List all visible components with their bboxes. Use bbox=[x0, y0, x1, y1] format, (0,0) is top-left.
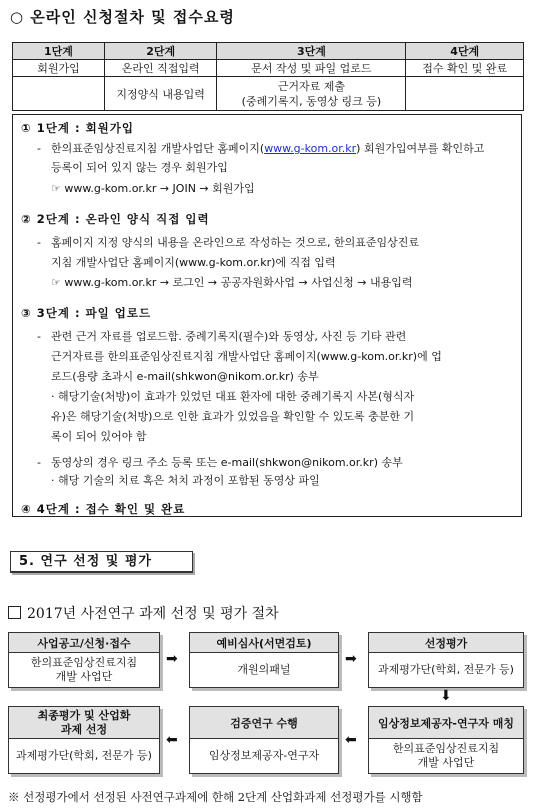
flow-box-head-line: 최종평가 및 산업화 bbox=[37, 708, 131, 722]
footnote: ※ 선정평가에서 선정된 사전연구과제에 한해 2단계 산업화과제 선정평가를 시행함 bbox=[8, 790, 423, 804]
header-step2: 2단계 bbox=[104, 43, 216, 60]
flow-box-body-line: 과제평가단(학회, 전문가 등) bbox=[16, 749, 152, 762]
flow-box-head: 선정평가 bbox=[369, 633, 523, 653]
step3-line8: · 해당 기술의 치료 혹은 처치 과정이 포함된 동영상 파일 bbox=[51, 474, 320, 487]
flow-box-final-evaluation bbox=[8, 706, 160, 774]
page-title: ○ 온라인 신청절차 및 접수요령 bbox=[10, 8, 235, 26]
step2-line2: 지침 개발사업단 홈페이지(www.g-kom.or.kr)에 직접 입력 bbox=[51, 256, 336, 269]
step1-line2: 등록이 되어 있지 않는 경우 회원가입 bbox=[51, 161, 228, 174]
flow-box-body bbox=[190, 653, 338, 687]
homepage-link[interactable]: www.g-kom.or.kr bbox=[264, 142, 357, 155]
step3-title: 문서 작성 및 파일 업로드 bbox=[217, 60, 406, 77]
arrow-left-icon: ⬅ bbox=[166, 732, 178, 748]
header-step1: 1단계 bbox=[13, 43, 105, 60]
flow-box-body-line: 개원의패널 bbox=[237, 663, 291, 676]
step2-title: 온라인 직접입력 bbox=[104, 60, 216, 77]
step3-detail bbox=[217, 77, 406, 111]
steps-table bbox=[12, 42, 524, 111]
checkbox-square-icon bbox=[8, 606, 21, 619]
arrow-right-icon: ➡ bbox=[345, 651, 357, 667]
steps-row bbox=[13, 60, 524, 77]
step1-line1 bbox=[51, 141, 484, 157]
flow-box-body-line: 한의표준임상진료지침 bbox=[392, 742, 500, 755]
flow-box-head: 사업공고/신청·접수 bbox=[9, 633, 159, 653]
flow-box-head-line: 과제 선정 bbox=[60, 722, 108, 736]
step3-line5: 유)은 해당기술(처방)으로 인한 효과가 있었음을 확인할 수 있도록 충분한 기 bbox=[51, 410, 415, 423]
step3-line2: 근거자료를 한의표준임상진료지침 개발사업단 홈페이지(www.g-kom.or.kr)에 업 bbox=[51, 350, 442, 363]
step3-detail-line1: 근거자료 제출 bbox=[277, 79, 346, 93]
flow-box-body-line: 한의표준임상진료지침 bbox=[30, 656, 138, 669]
flow-box-verification-research bbox=[189, 706, 339, 774]
flow-box-head: 예비심사(서면검토) bbox=[190, 633, 338, 653]
step1-heading: ① 1단계 : 회원가입 bbox=[21, 121, 135, 135]
step3-line3: 로드(용량 초과시 e-mail(shkwon@nikom.or.kr) 송부 bbox=[51, 370, 319, 383]
step3-line1: 관련 근거 자료를 업로드함. 중례기록지(필수)와 동영상, 사진 등 기타 관련 bbox=[51, 330, 407, 343]
step1-title: 회원가입 bbox=[13, 60, 105, 77]
step3-line6: 록이 되어 있어야 함 bbox=[51, 430, 147, 443]
step2-detail: 지정양식 내용입력 bbox=[104, 77, 216, 111]
step4-title: 접수 확인 및 완료 bbox=[406, 60, 524, 77]
step3-detail-line2: (중례기록지, 동영상 링크 등) bbox=[241, 94, 382, 108]
bullet-dash: - bbox=[37, 456, 41, 469]
step4-detail bbox=[406, 77, 524, 111]
step1-detail bbox=[13, 77, 105, 111]
flow-box-body-line: 개발 사업단 bbox=[417, 756, 475, 769]
flow-box-body bbox=[9, 739, 159, 773]
steps-header-row bbox=[13, 43, 524, 60]
arrow-down-icon: ⬇ bbox=[440, 688, 452, 704]
arrow-left-icon: ⬅ bbox=[345, 732, 357, 748]
flow-box-body bbox=[369, 739, 523, 773]
flow-box-body bbox=[9, 653, 159, 687]
flow-box-body-line: 과제평가단(학회, 전문가 등) bbox=[378, 663, 514, 676]
flow-box-selection-evaluation bbox=[368, 632, 524, 688]
header-step3: 3단계 bbox=[217, 43, 406, 60]
step2-path: ☞ www.g-kom.or.kr → 로그인 → 공공자원화사업 → 사업신청 → 내용입력 bbox=[51, 276, 413, 289]
header-step4: 4단계 bbox=[406, 43, 524, 60]
step3-line7: 동영상의 경우 링크 주소 등록 또는 e-mail(shkwon@nikom.or.kr) 송부 bbox=[51, 456, 403, 469]
section5-subtitle bbox=[8, 603, 279, 623]
flow-box-body-line: 임상정보제공자-연구자 bbox=[208, 749, 320, 762]
flow-box-head: 임상정보제공자-연구자 매칭 bbox=[369, 707, 523, 739]
flow-box-head bbox=[9, 707, 159, 739]
step4-heading: ④ 4단계 : 접수 확인 및 완료 bbox=[21, 502, 186, 516]
step2-line1: 홈페이지 지정 양식의 내용을 온라인으로 작성하는 것으로, 한의표준임상진료 bbox=[51, 236, 420, 249]
step1-line1-text-end: ) 회원가입여부를 확인하고 bbox=[356, 142, 485, 155]
flow-box-body bbox=[190, 739, 338, 773]
section5-heading: 5. 연구 선정 및 평가 bbox=[10, 551, 193, 573]
flow-box-body-line: 개발 사업단 bbox=[55, 670, 113, 683]
step1-line1-text: 한의표준임상진료지침 개발사업단 홈페이지( bbox=[51, 142, 265, 155]
flow-box-head: 검증연구 수행 bbox=[190, 707, 338, 739]
bullet-dash: - bbox=[37, 330, 41, 343]
flow-box-matching bbox=[368, 706, 524, 774]
section5-subtitle-text: 2017년 사전연구 과제 선정 및 평가 절차 bbox=[27, 606, 279, 622]
flow-box-body bbox=[369, 653, 523, 687]
step2-heading: ② 2단계 : 온라인 양식 직접 입력 bbox=[21, 212, 210, 226]
bullet-dash: - bbox=[37, 142, 41, 155]
arrow-right-icon: ➡ bbox=[166, 651, 178, 667]
bullet-dash: - bbox=[37, 236, 41, 249]
step1-path: ☞ www.g-kom.or.kr → JOIN → 회원가입 bbox=[51, 182, 255, 195]
procedure-detail-box bbox=[12, 114, 522, 517]
flow-box-preliminary-review bbox=[189, 632, 339, 688]
flow-box-announcement bbox=[8, 632, 160, 688]
steps-row bbox=[13, 77, 524, 111]
step3-line4: · 해당기술(처방)이 효과가 있었던 대표 환자에 대한 중례기록지 사본(형식자 bbox=[51, 390, 415, 403]
step3-heading: ③ 3단계 : 파일 업로드 bbox=[21, 306, 152, 320]
